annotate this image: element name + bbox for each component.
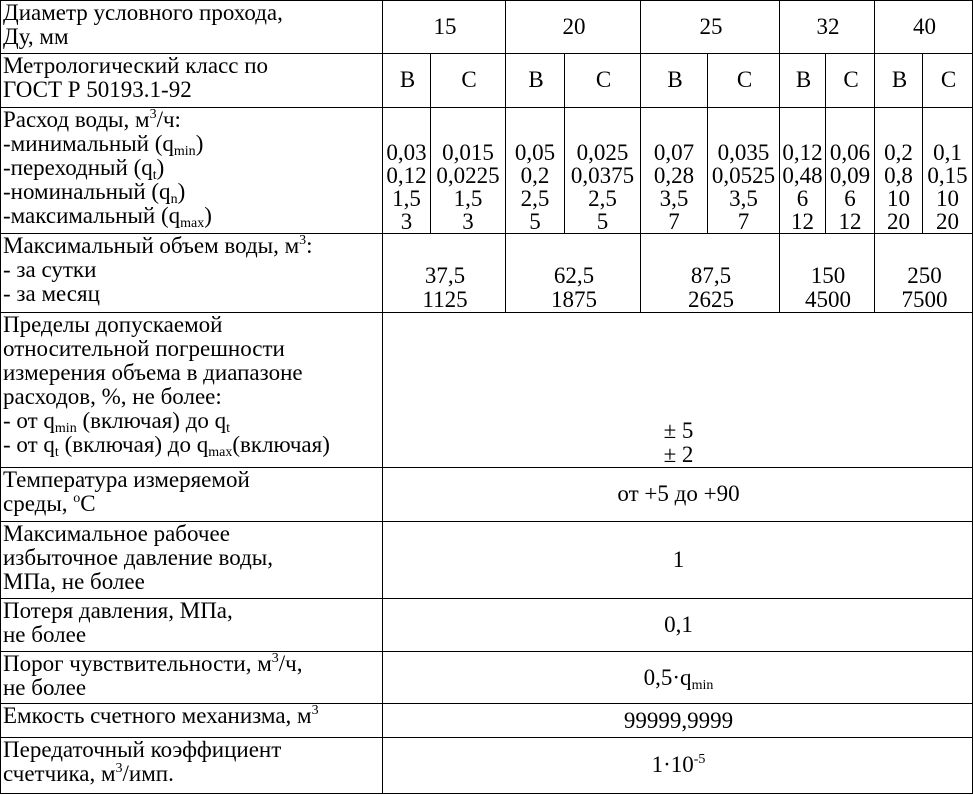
capacity-row	[1, 704, 973, 737]
capacity-value: 99999,9999	[383, 704, 973, 737]
class-label: Метрологический класс по ГОСТ Р 50193.1-92	[1, 54, 383, 107]
class-cell: C	[923, 54, 973, 107]
volume-values-40: 250 7500	[875, 234, 973, 312]
volume-label: Максимальный объем воды, $м^3$: - за сутки - за месяц	[1, 234, 383, 312]
flow-values-col: 0,015 0,0225 1,5 3	[431, 107, 506, 234]
class-cell: C	[431, 54, 506, 107]
class-cell: B	[780, 54, 826, 107]
volume-values-25: 87,5 2625	[641, 234, 780, 312]
volume-row	[1, 234, 973, 312]
class-cell: C	[826, 54, 875, 107]
flow-values-col: 0,1 0,15 10 20	[923, 107, 973, 234]
dn-size-20: 20	[506, 1, 641, 54]
class-cell: C	[565, 54, 641, 107]
dn-size-15: 15	[383, 1, 506, 54]
threshold-label: Порог чувствительности, $м^3/ч$, не более	[1, 652, 383, 704]
class-cell: C	[708, 54, 780, 107]
pressure-row	[1, 521, 973, 598]
flow-values-col: 0,06 0,09 6 12	[826, 107, 875, 234]
dn-row	[1, 1, 973, 54]
flow-values-col: 0,03 0,12 1,5 3	[383, 107, 431, 234]
dn-size-40: 40	[875, 1, 973, 54]
loss-label: Потеря давления, МПа, не более	[1, 598, 383, 651]
temp-value: от +5 до +90	[383, 468, 973, 521]
error-row	[1, 312, 973, 468]
loss-row	[1, 598, 973, 651]
error-values: ± 5 ± 2	[383, 312, 973, 468]
dn-size-25: 25	[641, 1, 780, 54]
temp-row	[1, 468, 973, 521]
class-cell: B	[506, 54, 565, 107]
class-cell: B	[383, 54, 431, 107]
flow-values-col: 0,025 0,0375 2,5 5	[565, 107, 641, 234]
coef-value: $1\cdot 10^{-5}$	[383, 737, 973, 793]
volume-values-20: 62,5 1875	[506, 234, 641, 312]
loss-value: 0,1	[383, 598, 973, 651]
class-row	[1, 54, 973, 107]
pressure-value: 1	[383, 521, 973, 598]
capacity-label: Емкость счетного механизма, $м^3$	[1, 704, 383, 737]
class-cell: B	[875, 54, 923, 107]
flow-values-col: 0,07 0,28 3,5 7	[641, 107, 708, 234]
temp-label: Температура измеряемой среды, $^о$С	[1, 468, 383, 521]
flow-values-col: 0,12 0,48 6 12	[780, 107, 826, 234]
threshold-row	[1, 652, 973, 704]
volume-values-15: 37,5 1125	[383, 234, 506, 312]
flow-values-col: 0,2 0,8 10 20	[875, 107, 923, 234]
error-label: Пределы допускаемой относительной погрешности измерения объема в диапазоне расходов, %, не более: - от $q_{min}$ (включая) до $q_t$ - от $q_t$ (включая) до $q_{max}(включая)$	[1, 312, 383, 468]
dn-label: Диаметр условного прохода, Ду, мм	[1, 1, 383, 54]
flow-values-col: 0,05 0,2 2,5 5	[506, 107, 565, 234]
class-cell: B	[641, 54, 708, 107]
flow-row	[1, 107, 973, 234]
threshold-value: $0,5\cdot q_{min}$	[383, 652, 973, 704]
volume-values-32: 150 4500	[780, 234, 875, 312]
coef-row	[1, 737, 973, 793]
pressure-label: Максимальное рабочее избыточное давление воды, МПа, не более	[1, 521, 383, 598]
coef-label: Передаточный коэффициент счетчика, $м^3$/имп.	[1, 737, 383, 793]
dn-size-32: 32	[780, 1, 875, 54]
flow-label: Расход воды, $м^3/ч$: -минимальный $(q_{min})$ -переходный $(q_t)$ -номинальный $(q_n)$ -максимальный $(q_{max})$	[1, 107, 383, 234]
flow-values-col: 0,035 0,0525 3,5 7	[708, 107, 780, 234]
